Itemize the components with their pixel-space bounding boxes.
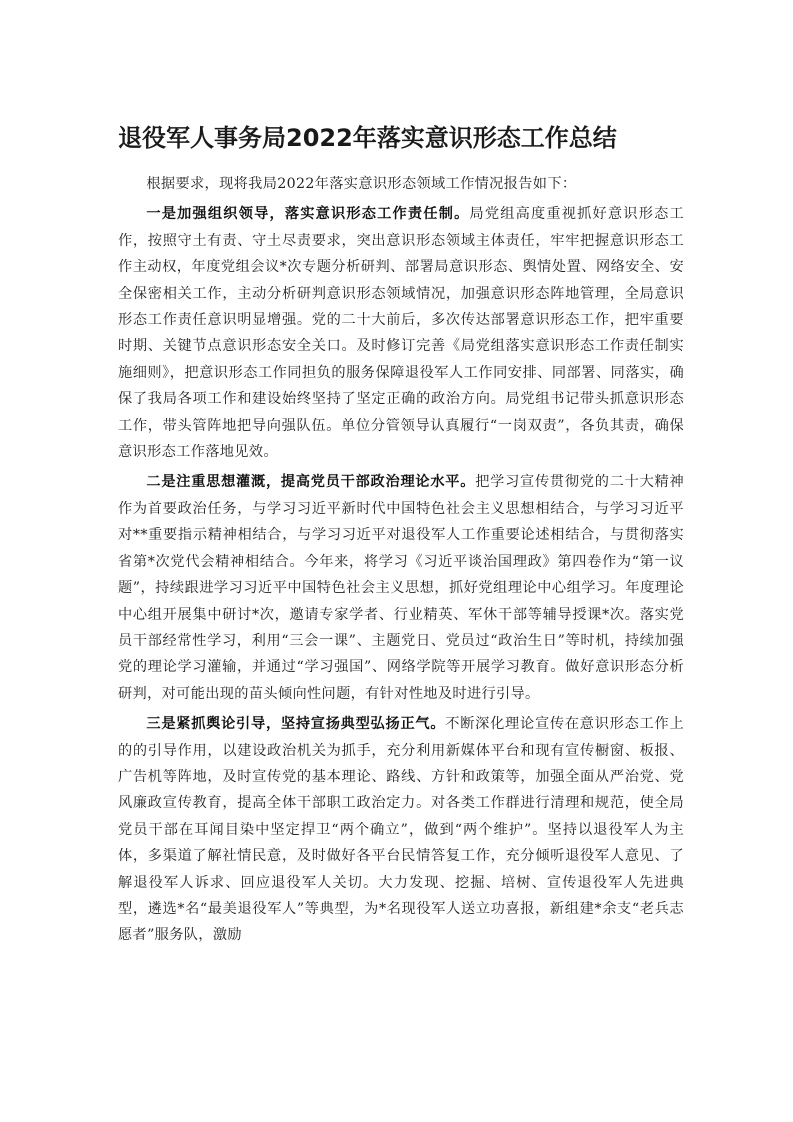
section-3-text: 不断深化理论宣传在意识形态工作上的的引导作用，以建设政治机关为抓手，充分利用新媒体平台和现有宣传橱窗、板报、广告机等阵地，及时宣传党的基本理论、路线、方针和政策等，加强全面从严治党、党风廉政宣传教育，提高全体干部职工政治定力。对各类工作群进行清理和规范，使全局党员干部在耳闻目染中坚定捍卫“两个确立”，做到“两个维护”。坚持以退役军人为主体，多渠道了解社情民意，及时做好各平台民情答复工作，充分倾听退役军人意见、了解退役军人诉求、回应退役军人关切。大力发现、挖掘、培树、宣传退役军人先进典型，遴选*名“最美退役军人”等典型，为*名现役军人送立功喜报，新组建*余支“老兵志愿者”服务队，激励: [118, 716, 684, 944]
section-2-heading: 二是注重思想灌溉，提高党员干部政治理论水平。: [146, 474, 476, 491]
intro-paragraph: 根据要求，现将我局2022年落实意识形态领域工作情况报告如下：: [146, 176, 577, 192]
section-3-heading: 三是紧抓舆论引导，坚持宣扬典型弘扬正气。: [146, 716, 446, 733]
section-1-heading: 一是加强组织领导，落实意识形态工作责任制。: [146, 206, 470, 223]
section-1-text: 局党组高度重视抓好意识形态工作，按照守土有责、守土尽责要求，突出意识形态领域主体责任，牢牢把握意识形态工作主动权，年度党组会议*次专题分析研判、部署局意识形态、舆情处置、网络安全、安全保密相关工作，主动分析研判意识形态领域情况，加强意识形态阵地管理，全局意识形态工作责任意识明显增强。党的二十大前后，多次传达部署意识形态工作，把牢重要时期、关键节点意识形态安全关口。及时修订完善《局党组落实意识形态工作责任制实施细则》，把意识形态工作同担负的服务保障退役军人工作同安排、同部署、同落实，确保了我局各项工作和建设始终坚持了坚定正确的政治方向。局党组书记带头抓意识形态工作，带头管阵地把导向强队伍。单位分管领导认真履行“一岗双责”，各负其责，确保意识形态工作落地见效。: [118, 206, 684, 461]
section-2-paragraph: [118, 469, 684, 707]
document-title: 退役军人事务局2022年落实意识形态工作总结: [118, 124, 617, 152]
section-2-text: 把学习宣传贯彻党的二十大精神作为首要政治任务，与学习习近平新时代中国特色社会主义思想相结合，与学习习近平对**重要指示精神相结合，与学习习近平对退役军人工作重要论述相结合，与贯彻落实省第*次党代会精神相结合。今年来，将学习《习近平谈治国理政》第四卷作为“第一议题”，持续跟进学习习近平中国特色社会主义思想，抓好党组理论中心组学习。年度理论中心组开展集中研讨*次，邀请专家学者、行业精英、军休干部等辅导授课*次。落实党员干部经常性学习，利用“三会一课”、主题党日、党员过“政治生日”等时机，持续加强党的理论学习灌输，并通过“学习强国”、网络学院等开展学习教育。做好意识形态分析研判，对可能出现的苗头倾向性问题，有针对性地及时进行引导。: [118, 474, 685, 702]
section-3-paragraph: [118, 711, 684, 949]
document-body: [118, 171, 684, 949]
section-1-paragraph: [118, 201, 684, 465]
